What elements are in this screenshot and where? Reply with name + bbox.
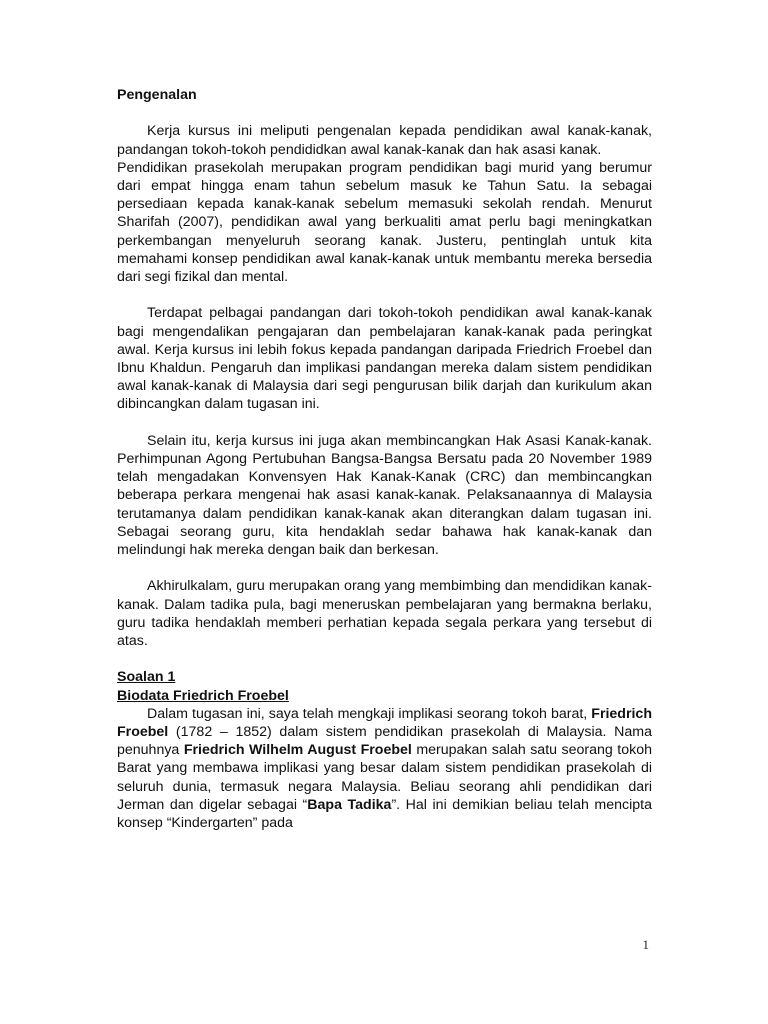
bio-text-3: merupakan salah satu seorang tokoh Barat yang membawa implikasi yang besar dalam sistem pendidikan prasekolah di seluruh dunia, termasuk negara Malaysia. Beliau seorang ahli pendidikan dari Jerman dan digelar sebagai “ xyxy=(117,742,652,813)
paragraph-gap xyxy=(117,286,652,304)
bio-text-1: Dalam tugasan ini, saya telah mengkaji implikasi seorang tokoh barat, xyxy=(147,705,592,722)
intro-heading: Pengenalan xyxy=(117,87,197,103)
paragraph-gap xyxy=(117,559,652,577)
intro-paragraph-3: Terdapat pelbagai pandangan dari tokoh-tokoh pendidikan awal kanak-kanak bagi mengendalikan pengajaran dan pembelajaran kanak-kanak pada peringkat awal. Kerja kursus ini lebih fokus kepada pandangan daripada Friedrich Froebel dan Ibnu Khaldun. Pengaruh dan implikasi pandangan mereka dalam sistem pendidikan awal kanak-kanak di Malaysia dari segi pengurusan bilik darjah dan kurikulum akan dibincangkan dalam tugasan ini. xyxy=(117,305,652,413)
document-body xyxy=(117,86,652,832)
paragraph-gap xyxy=(117,414,652,432)
biodata-paragraph xyxy=(117,705,652,832)
intro-paragraph-4: Selain itu, kerja kursus ini juga akan membincangkan Hak Asasi Kanak-kanak. Perhimpunan Agong Pertubuhan Bangsa-Bangsa Bersatu pada 20 November 1989 telah mengadakan Konvensyen Hak Kanak-Kanak (CRC) dan membincangkan beberapa perkara mengenai hak asasi kanak-kanak. Pelaksanaannya di Malaysia terutamanya dalam pendidikan kanak-kanak akan diterangkan dalam tugasan ini. Sebagai seorang guru, kita hendaklah sedar bahawa hak kanak-kanak dan melindungi hak mereka dengan baik dan berkesan. xyxy=(117,432,652,559)
soalan-heading: Soalan 1 xyxy=(117,669,176,686)
bio-name-short: Friedrich Froebel xyxy=(117,705,652,741)
page-number: 1 xyxy=(642,937,649,952)
biodata-heading: Biodata Friedrich Froebel xyxy=(117,687,289,704)
bio-name-full: Friedrich Wilhelm August Froebel xyxy=(183,742,412,759)
bio-title: Bapa Tadika xyxy=(307,796,392,813)
bio-text-2: (1782 – 1852) dalam sistem pendidikan prasekolah di Malaysia. Nama penuhnya xyxy=(117,724,652,759)
intro-paragraph-5: Akhirulkalam, guru merupakan orang yang membimbing dan mendidikan kanak-kanak. Dalam tadika pula, bagi meneruskan pembelajaran yang bermakna berlaku, guru tadika hendaklah memberi perhatian kepada segala perkara yang tersebut di atas. xyxy=(117,578,652,650)
paragraph-gap xyxy=(117,650,652,668)
bio-text-4: ”. Hal ini demikian beliau telah mencipta konsep “Kindergarten” pada xyxy=(117,796,652,832)
intro-paragraph-1: Kerja kursus ini meliputi pengenalan kepada pendidikan awal kanak-kanak, pandangan tokoh-tokoh pendididkan awal kanak-kanak dan hak asasi kanak. xyxy=(117,123,652,158)
intro-paragraph-2: Pendidikan prasekolah merupakan program pendidikan bagi murid yang berumur dari empat hingga enam tahun sebelum masuk ke Tahun Satu. Ia sebagai persediaan kepada kanak-kanak sebelum memasuki sekolah rendah. Menurut Sharifah (2007), pendidikan awal yang berkualiti amat perlu bagi meningkatkan perkembangan menyeluruh seorang kanak. Justeru, pentinglah untuk kita memahami konsep pendidikan awal kanak-kanak untuk membantu mereka bersedia dari segi fizikal dan mental. xyxy=(117,159,652,286)
paragraph-gap xyxy=(117,104,652,122)
